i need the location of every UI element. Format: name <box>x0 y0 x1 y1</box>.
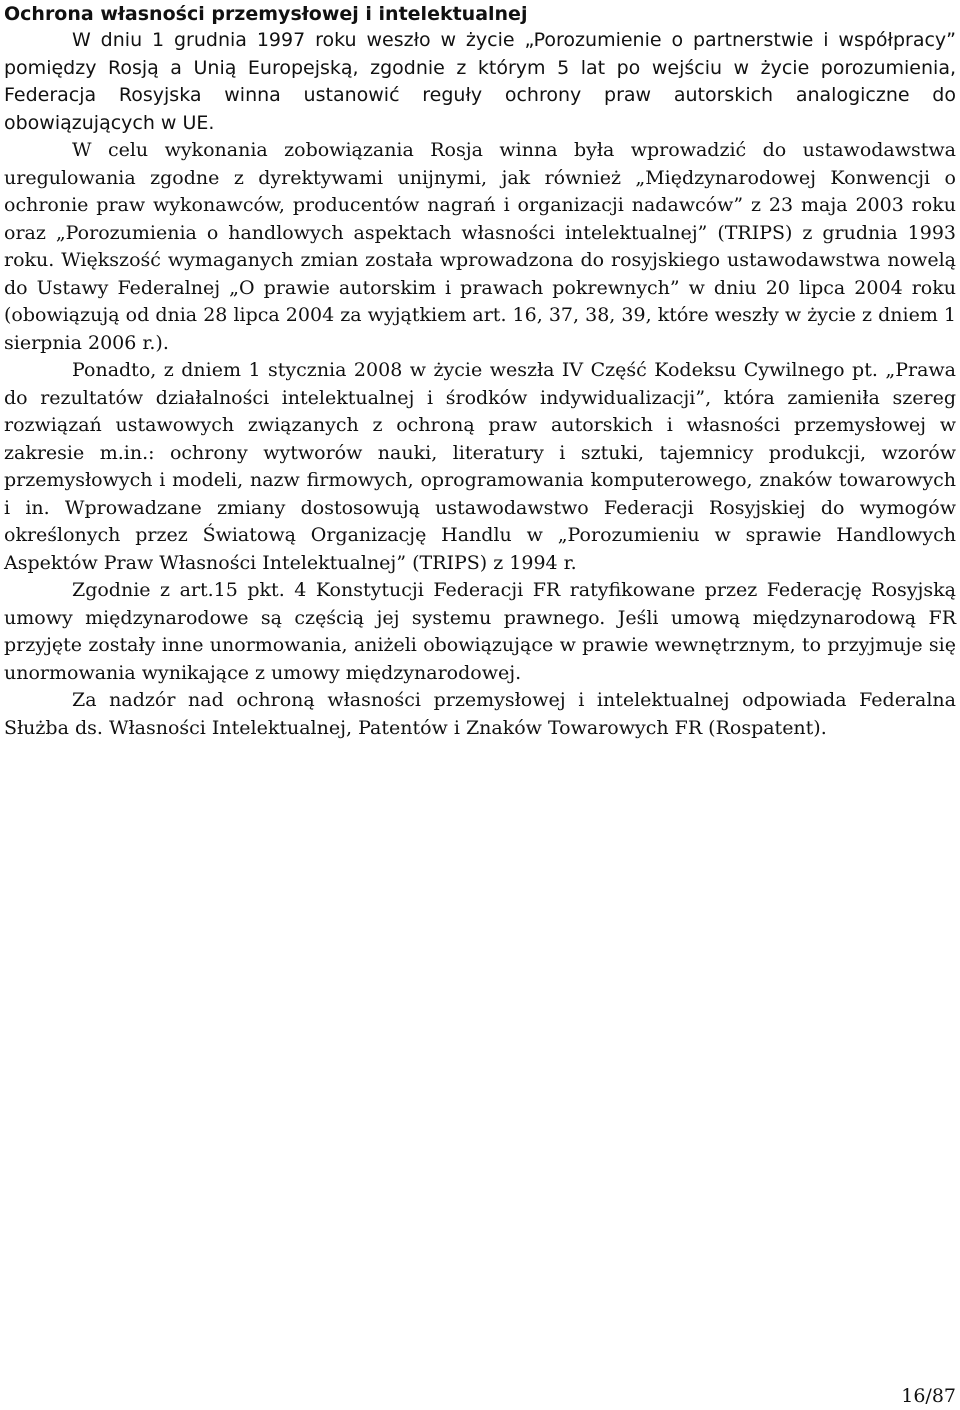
page-number: 16/87 <box>901 1385 956 1407</box>
paragraph-constitution: Zgodnie z art.15 pkt. 4 Konstytucji Federacji FR ratyfikowane przez Federację Rosyjską umowy międzynarodowe są częścią jej systemu prawnego. Jeśli umową międzynarodową FR przyjęte zostały inne unormowania, aniżeli obowiązujące w prawie wewnętrznym, to przyjmuje się unormowania wynikające z umowy międzynarodowej. <box>4 579 956 684</box>
paragraph-agreement: W dniu 1 grudnia 1997 roku weszło w życie „Porozumienie o partnerstwie i współpracy” pomiędzy Rosją a Unią Europejską, zgodnie z którym 5 lat po wejściu w życie porozumienia, Federacja Rosyjska winna ustanowić reguły ochrony praw autorskich analogiczne do obowiązujących w UE. <box>4 29 956 134</box>
document-page <box>4 0 956 742</box>
paragraph-supervision: Za nadzór nad ochroną własności przemysłowej i intelektualnej odpowiada Federalna Służba ds. Własności Intelektualnej, Patentów i Znaków Towarowych FR (Rospatent). <box>4 689 956 739</box>
document-title: Ochrona własności przemysłowej i intelektualnej <box>4 3 528 25</box>
paragraph-civil-code: Ponadto, z dniem 1 stycznia 2008 w życie weszła IV Część Kodeksu Cywilnego pt. „Prawa do rezultatów działalności intelektualnej i środków indywidualizacji”, która zamieniła szereg rozwiązań ustawowych związanych z ochroną praw autorskich i własności przemysłowej w zakresie m.in.: ochrony wytworów nauki, literatury i sztuki, tajemnicy produkcji, wzorów przemysłowych i modeli, nazw firmowych, oprogramowania komputerowego, znaków towarowych i in. Wprowadzane zmiany dostosowują ustawodawstwo Federacji Rosyjskiej do wymogów określonych przez Światową Organizację Handlu w „Porozumieniu w sprawie Handlowych Aspektów Praw Własności Intelektualnej” (TRIPS) z 1994 r. <box>4 359 956 574</box>
paragraph-obligations: W celu wykonania zobowiązania Rosja winna była wprowadzić do ustawodawstwa uregulowania zgodne z dyrektywami unijnymi, jak również „Międzynarodowej Konwencji o ochronie praw wykonawców, producentów nagrań i organizacji nadawców” z 23 maja 2003 roku oraz „Porozumienia o handlowych aspektach własności intelektualnej” (TRIPS) z grudnia 1993 roku. Większość wymaganych zmian została wprowadzona do rosyjskiego ustawodawstwa nowelą do Ustawy Federalnej „O prawie autorskim i prawach pokrewnych” w dniu 20 lipca 2004 roku (obowiązują od dnia 28 lipca 2004 za wyjątkiem art. 16, 37, 38, 39, które weszły w życie z dniem 1 sierpnia 2006 r.). <box>4 139 956 354</box>
